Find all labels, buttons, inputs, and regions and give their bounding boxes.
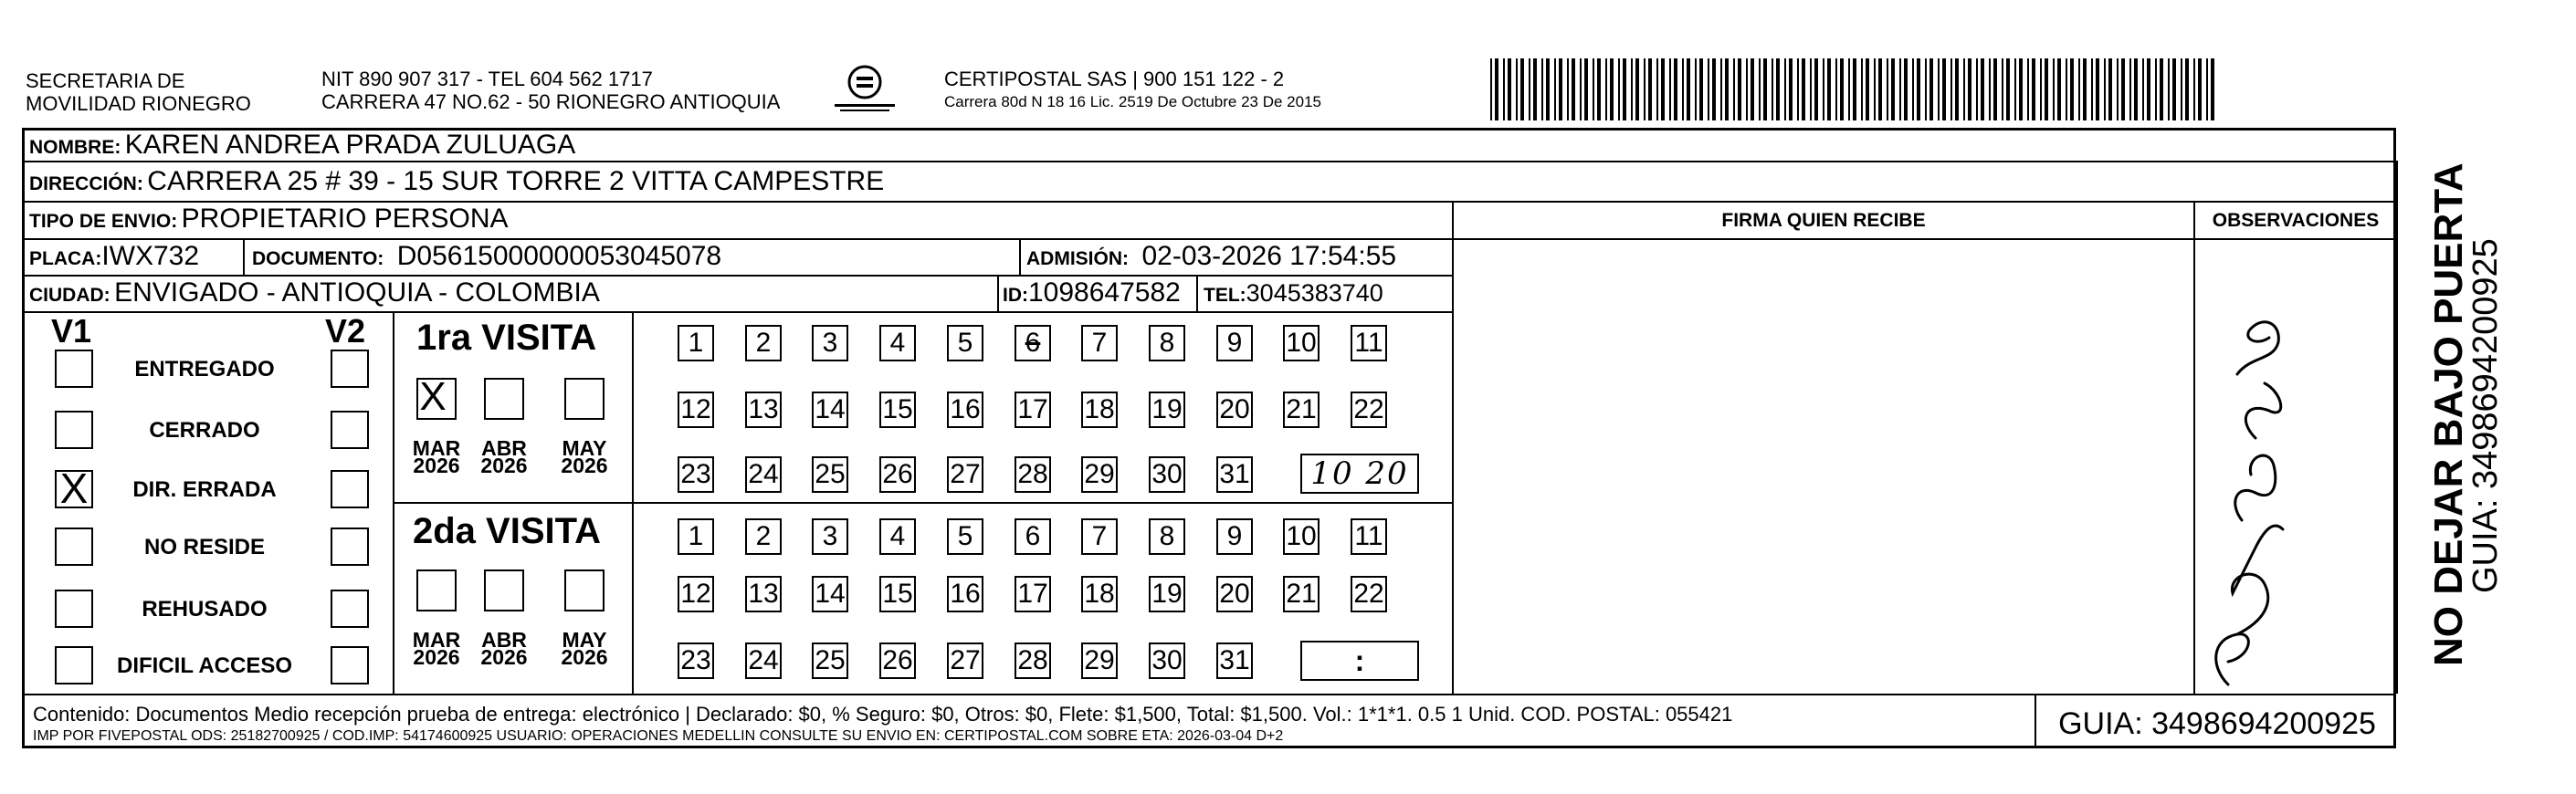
month-label: ABR — [481, 628, 527, 652]
day-box[interactable]: 11 — [1351, 325, 1387, 361]
day-box[interactable]: 15 — [879, 576, 916, 612]
plate-value: IWX732 — [101, 241, 200, 271]
day-box[interactable]: 3 — [812, 325, 848, 361]
day-box[interactable]: 30 — [1149, 643, 1185, 679]
day-box[interactable]: 20 — [1216, 576, 1253, 612]
reason-label: DIR. ERRADA — [132, 477, 277, 502]
day-box[interactable]: 21 — [1283, 392, 1320, 428]
day-box[interactable]: 6 — [1015, 325, 1051, 361]
reason-label: CERRADO — [149, 418, 260, 443]
day-box[interactable]: 4 — [879, 518, 916, 555]
second-visit-title: 2da VISITA — [413, 511, 601, 551]
year-label: 2026 — [413, 454, 460, 477]
day-box[interactable]: 20 — [1216, 392, 1253, 428]
day-box[interactable]: 27 — [947, 643, 983, 679]
id-value: 1098647582 — [1028, 277, 1181, 308]
month-checkbox[interactable] — [564, 569, 605, 611]
tel-value: 3045383740 — [1246, 279, 1383, 307]
day-box[interactable]: 9 — [1216, 325, 1253, 361]
admission-value: 02-03-2026 17:54:55 — [1141, 241, 1397, 271]
day-box[interactable]: 18 — [1081, 576, 1118, 612]
barcode-icon — [1490, 58, 2221, 120]
ship-type-row — [29, 204, 509, 235]
v1-checkbox[interactable] — [55, 411, 93, 449]
day-box[interactable]: 23 — [678, 643, 714, 679]
day-box[interactable]: 18 — [1081, 392, 1118, 428]
day-box[interactable]: 16 — [947, 392, 983, 428]
day-box[interactable]: 2 — [745, 518, 782, 555]
first-visit-title: 1ra VISITA — [416, 318, 597, 358]
day-box[interactable]: 11 — [1351, 518, 1387, 555]
day-box[interactable]: 28 — [1015, 643, 1051, 679]
day-box[interactable]: 25 — [812, 643, 848, 679]
month-label: MAY — [562, 628, 607, 652]
day-box[interactable]: 19 — [1149, 392, 1185, 428]
courier-line-1: CERTIPOSTAL SAS | 900 151 122 - 2 — [944, 68, 1285, 90]
day-box[interactable]: 8 — [1149, 518, 1185, 555]
month-label: MAR — [412, 436, 461, 460]
courier-line-2: Carrera 80d N 18 16 Lic. 2519 De Octubre 23 De 2015 — [944, 93, 1321, 110]
day-box[interactable]: 5 — [947, 518, 983, 555]
day-box[interactable]: 2 — [745, 325, 782, 361]
reason-label: DIFICIL ACCESO — [116, 653, 292, 678]
year-label: 2026 — [480, 645, 528, 669]
day-box[interactable]: 13 — [745, 392, 782, 428]
day-box[interactable]: 17 — [1015, 576, 1051, 612]
month-checkbox[interactable] — [484, 378, 524, 420]
day-box[interactable]: 25 — [812, 456, 848, 493]
day-box[interactable]: 22 — [1351, 392, 1387, 428]
day-box[interactable]: 31 — [1216, 456, 1253, 493]
reason-label: REHUSADO — [142, 597, 268, 622]
handwritten-signature — [2201, 274, 2301, 694]
day-box[interactable]: 13 — [745, 576, 782, 612]
year-label: 2026 — [561, 454, 608, 477]
day-box[interactable]: 28 — [1015, 456, 1051, 493]
day-box[interactable]: 19 — [1149, 576, 1185, 612]
day-box[interactable]: 23 — [678, 456, 714, 493]
day-box[interactable]: 29 — [1081, 456, 1118, 493]
reason-label: NO RESIDE — [143, 535, 266, 559]
first-visit-time: 10 20 — [1310, 455, 1409, 492]
day-box[interactable]: 22 — [1351, 576, 1387, 612]
admission-label: ADMISIÓN: — [1026, 248, 1129, 269]
month-checkbox[interactable] — [484, 569, 524, 611]
v1-label: V1 — [51, 312, 92, 350]
plate-label: PLACA: — [29, 248, 102, 269]
day-box[interactable]: 10 — [1283, 518, 1320, 555]
day-box[interactable]: 9 — [1216, 518, 1253, 555]
v2-label: V2 — [325, 312, 366, 350]
day-box[interactable]: 5 — [947, 325, 983, 361]
org-name — [26, 69, 251, 115]
certipostal-logo-icon — [833, 64, 897, 117]
first-month-check-mark: X — [419, 374, 447, 419]
tel-label: TEL: — [1204, 285, 1246, 306]
no-under-door-warning: NO DEJAR BAJO PUERTA — [2426, 162, 2471, 666]
second-visit-time-box[interactable] — [1300, 641, 1419, 681]
year-label: 2026 — [413, 645, 460, 669]
day-box[interactable]: 14 — [812, 392, 848, 428]
day-box[interactable]: 12 — [678, 576, 714, 612]
year-label: 2026 — [480, 454, 528, 477]
address-line: CARRERA 47 NO.62 - 50 RIONEGRO ANTIOQUIA — [321, 90, 781, 113]
day-box[interactable]: 29 — [1081, 643, 1118, 679]
recipient-name: KAREN ANDREA PRADA ZULUAGA — [124, 130, 576, 160]
day-box[interactable]: 6 — [1015, 518, 1051, 555]
day-box[interactable]: 15 — [879, 392, 916, 428]
tel-cell — [1204, 279, 1383, 308]
month-label: MAR — [412, 628, 461, 652]
day-box[interactable]: 24 — [745, 456, 782, 493]
day-box[interactable]: 30 — [1149, 456, 1185, 493]
v1-checkbox[interactable] — [55, 528, 93, 566]
signature-header: FIRMA QUIEN RECIBE — [1721, 210, 1926, 231]
side-guide-number: GUIA: 3498694200925 — [2466, 238, 2505, 593]
day-box[interactable]: 12 — [678, 392, 714, 428]
first-visit-time-box[interactable] — [1300, 454, 1419, 494]
address-row — [29, 166, 884, 197]
day-box[interactable]: 7 — [1081, 325, 1118, 361]
day-box[interactable]: 14 — [812, 576, 848, 612]
v2-checkbox[interactable] — [331, 470, 369, 508]
name-label: NOMBRE: — [29, 137, 121, 158]
footer-guide-number: GUIA: 3498694200925 — [2058, 706, 2376, 741]
ship-type-label: TIPO DE ENVIO: — [29, 211, 178, 232]
v1-checkbox[interactable] — [55, 646, 93, 684]
content-line: Contenido: Documentos Medio recepción prueba de entrega: electrónico | Declarado: $0, % Seguro: $0, Otros: $0, Flete: $1,500, Total: $1,500. Vol.: 1*1*1. 0.5 1 Unid. COD. POSTAL: 055421 — [33, 703, 1733, 726]
observations-header: OBSERVACIONES — [2212, 210, 2380, 231]
day-box[interactable]: 21 — [1283, 576, 1320, 612]
v2-checkbox[interactable] — [331, 646, 369, 684]
v2-checkbox[interactable] — [331, 590, 369, 628]
day-box[interactable]: 4 — [879, 325, 916, 361]
day-box[interactable]: 3 — [812, 518, 848, 555]
address-label: DIRECCIÓN: — [29, 173, 143, 194]
print-line: IMP POR FIVEPOSTAL ODS: 25182700925 / COD.IMP: 54174600925 USUARIO: OPERACIONES MEDELLIN CONSULTE SU ENVIO EN: CERTIPOSTAL.COM SOBRE ETA: 2026-03-04 D+2 — [33, 728, 1284, 744]
admission-cell — [1026, 241, 1396, 272]
nit-line: NIT 890 907 317 - TEL 604 562 1717 — [321, 68, 653, 90]
day-box[interactable]: 16 — [947, 576, 983, 612]
day-box[interactable]: 10 — [1283, 325, 1320, 361]
month-checkbox[interactable] — [564, 378, 605, 420]
id-cell — [1003, 277, 1181, 308]
year-label: 2026 — [561, 645, 608, 669]
reason-label: ENTREGADO — [134, 357, 275, 381]
day-box[interactable]: 27 — [947, 456, 983, 493]
sender-info — [321, 68, 780, 113]
document-cell — [252, 241, 721, 272]
day-box[interactable]: 17 — [1015, 392, 1051, 428]
day-box[interactable]: 1 — [678, 518, 714, 555]
city-value: ENVIGADO - ANTIOQUIA - COLOMBIA — [114, 277, 600, 308]
courier-info — [944, 68, 1321, 113]
org-line-2: MOVILIDAD RIONEGRO — [26, 92, 251, 115]
document-label: DOCUMENTO: — [252, 248, 384, 269]
v1-checkbox[interactable] — [55, 350, 93, 388]
day-box[interactable]: 31 — [1216, 643, 1253, 679]
v2-checkbox[interactable] — [331, 528, 369, 566]
day-box[interactable]: 8 — [1149, 325, 1185, 361]
v1-checkbox[interactable] — [55, 590, 93, 628]
ship-type: PROPIETARIO PERSONA — [181, 204, 509, 234]
month-label: ABR — [481, 436, 527, 460]
recipient-address: CARRERA 25 # 39 - 15 SUR TORRE 2 VITTA CAMPESTRE — [147, 166, 885, 196]
day-box[interactable]: 7 — [1081, 518, 1118, 555]
v2-checkbox[interactable] — [331, 350, 369, 388]
v2-checkbox[interactable] — [331, 411, 369, 449]
org-line-1: SECRETARIA DE — [26, 69, 185, 92]
city-label: CIUDAD: — [29, 285, 110, 306]
recipient-name-row — [29, 130, 575, 161]
day-box[interactable]: 26 — [879, 643, 916, 679]
day-box[interactable]: 1 — [678, 325, 714, 361]
day-box[interactable]: 26 — [879, 456, 916, 493]
id-label: ID: — [1003, 285, 1028, 306]
month-checkbox[interactable] — [416, 569, 457, 611]
plate-cell — [29, 241, 199, 272]
month-label: MAY — [562, 436, 607, 460]
v1-check-mark: X — [59, 465, 89, 512]
day-box[interactable]: 24 — [745, 643, 782, 679]
second-visit-time: : — [1354, 644, 1365, 677]
document-value: D05615000000053045078 — [396, 241, 722, 271]
city-cell — [29, 277, 600, 308]
